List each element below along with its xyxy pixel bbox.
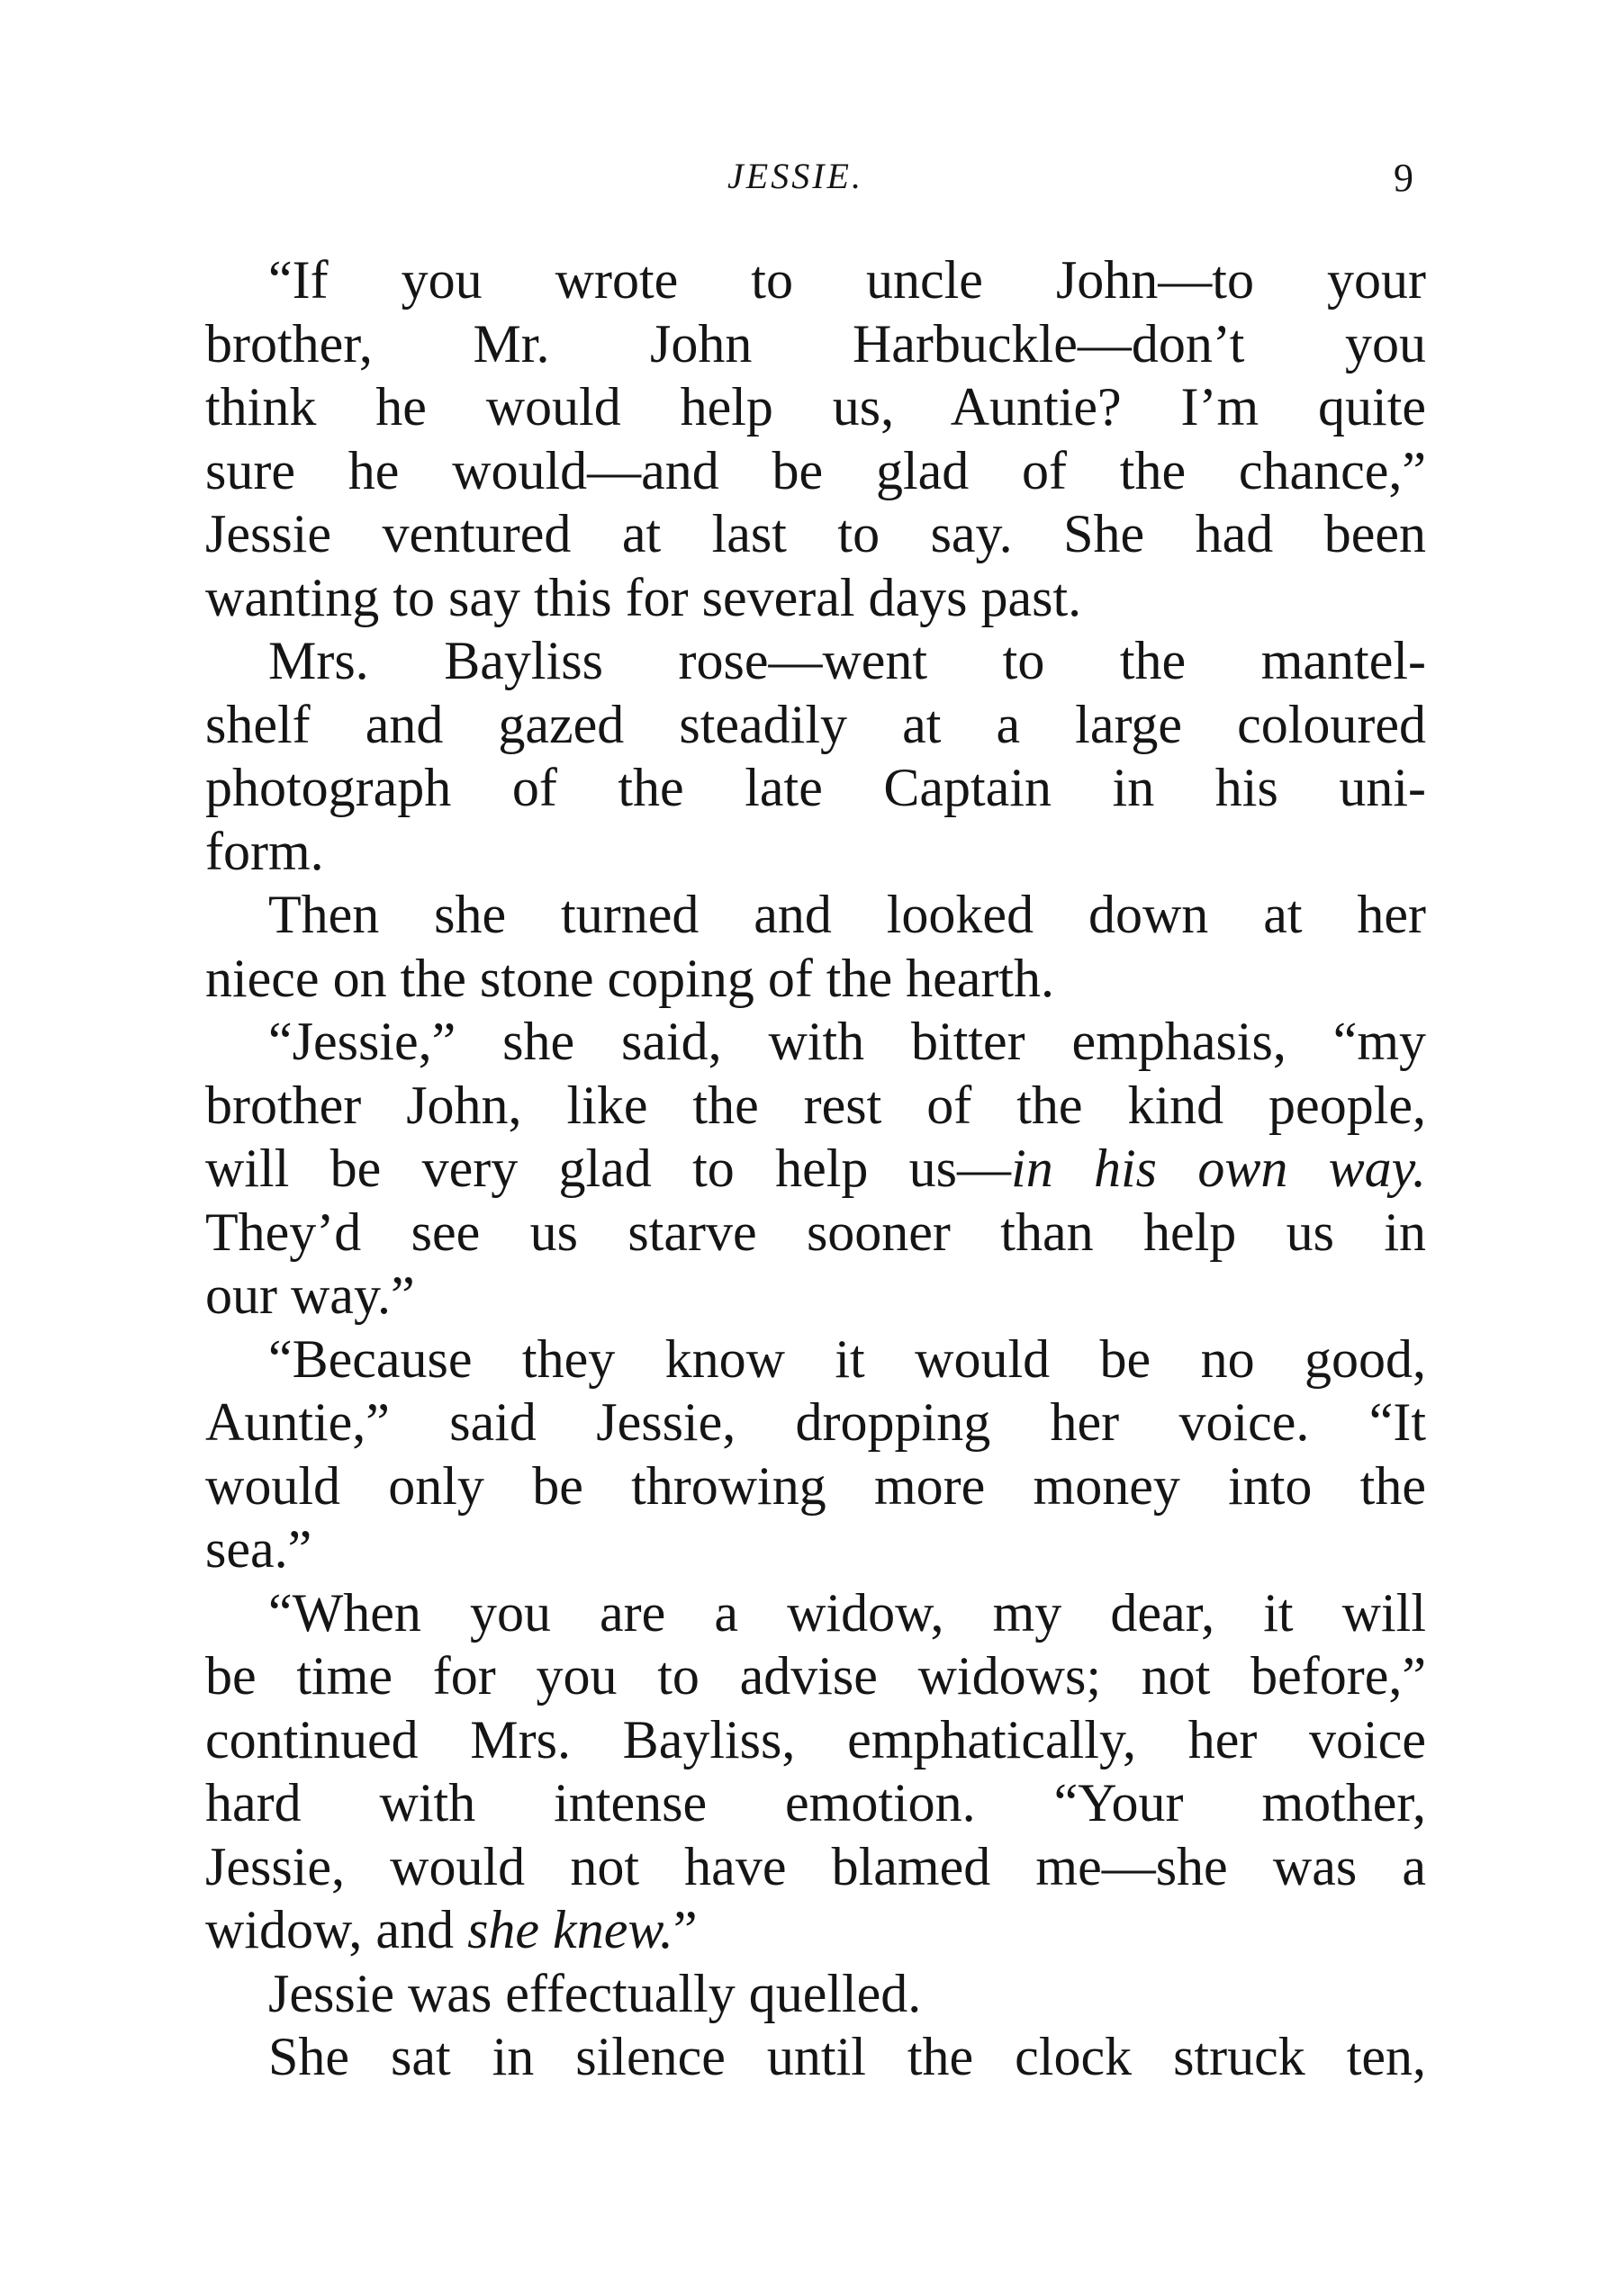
text-line	[205, 1074, 1426, 1138]
text-segment: brother John, like the rest of the kind people,	[205, 1075, 1426, 1135]
text-line	[205, 502, 1426, 566]
text-segment: would only be throwing more money into the	[205, 1455, 1426, 1516]
text-segment: our way.”	[205, 1265, 415, 1325]
text-segment: widow, and	[205, 1900, 468, 1959]
text-segment: think he would help us, Auntie? I’m quite	[205, 377, 1426, 437]
text-segment: Then she turned and looked down at her	[268, 885, 1426, 944]
text-line	[205, 1771, 1426, 1835]
text-line	[205, 883, 1426, 947]
text-segment: will be very glad to help us—	[205, 1139, 1012, 1198]
text-line	[205, 1708, 1426, 1772]
text-line	[205, 1581, 1426, 1645]
text-segment: Mrs. Bayliss rose—went to the mantel-	[268, 631, 1426, 690]
text-segment: “When you are a widow, my dear, it will	[268, 1582, 1426, 1643]
text-line	[205, 1517, 1426, 1581]
text-line	[205, 439, 1426, 503]
text-line	[205, 756, 1426, 820]
text-line	[205, 1264, 1426, 1328]
text-line	[205, 375, 1426, 439]
text-line	[205, 1391, 1426, 1454]
text-segment: Jessie, would not have blamed me—she was a	[205, 1836, 1426, 1896]
italic-text-segment: she knew.	[467, 1900, 673, 1959]
text-segment: “Jessie,” she said, with bitter emphasis, “my	[268, 1012, 1426, 1071]
text-line	[205, 1454, 1426, 1518]
text-line	[205, 312, 1426, 376]
text-segment: “If you wrote to uncle John—to your	[268, 250, 1426, 310]
page-number: 9	[1394, 156, 1413, 200]
text-segment: niece on the stone coping of the hearth.	[205, 948, 1055, 1008]
text-segment: form.	[205, 821, 324, 881]
text-segment: be time for you to advise widows; not before,”	[205, 1646, 1426, 1706]
text-line	[205, 629, 1426, 693]
text-line	[205, 566, 1426, 630]
text-line	[205, 248, 1426, 312]
text-line	[205, 693, 1426, 757]
body-text	[205, 248, 1426, 2089]
text-segment: brother, Mr. John Harbuckle—don’t you	[205, 313, 1426, 374]
text-segment: They’d see us starve sooner than help us in	[205, 1202, 1426, 1262]
italic-text-segment: in his own way.	[1011, 1139, 1426, 1198]
text-line	[205, 1644, 1426, 1708]
text-segment: photograph of the late Captain in his uni-	[205, 758, 1426, 817]
text-line	[205, 947, 1426, 1011]
text-line	[205, 820, 1426, 884]
text-segment: She sat in silence until the clock struck ten,	[268, 2027, 1426, 2086]
text-segment: hard with intense emotion. “Your mother,	[205, 1773, 1426, 1832]
running-head	[0, 155, 1616, 202]
text-segment: sure he would—and be glad of the chance,”	[205, 440, 1426, 500]
running-title: JESSIE.	[727, 156, 863, 196]
text-segment: Jessie ventured at last to say. She had been	[205, 504, 1426, 563]
text-segment: Auntie,” said Jessie, dropping her voice. “It	[205, 1392, 1426, 1452]
text-line	[205, 1962, 1426, 2026]
text-line	[205, 1201, 1426, 1265]
text-line	[205, 1328, 1426, 1391]
text-segment: shelf and gazed steadily at a large coloured	[205, 694, 1426, 754]
text-segment: “Because they know it would be no good,	[268, 1328, 1426, 1389]
text-segment: ”	[673, 1900, 698, 1959]
text-line	[205, 1835, 1426, 1899]
text-segment: Jessie was effectually quelled.	[268, 1963, 922, 2023]
text-line	[205, 1137, 1426, 1201]
text-segment: sea.”	[205, 1519, 312, 1579]
text-line	[205, 1898, 1426, 1962]
text-segment: wanting to say this for several days past.	[205, 567, 1082, 627]
text-segment: continued Mrs. Bayliss, emphatically, her voice	[205, 1709, 1426, 1769]
text-line	[205, 2025, 1426, 2089]
text-line	[205, 1010, 1426, 1074]
